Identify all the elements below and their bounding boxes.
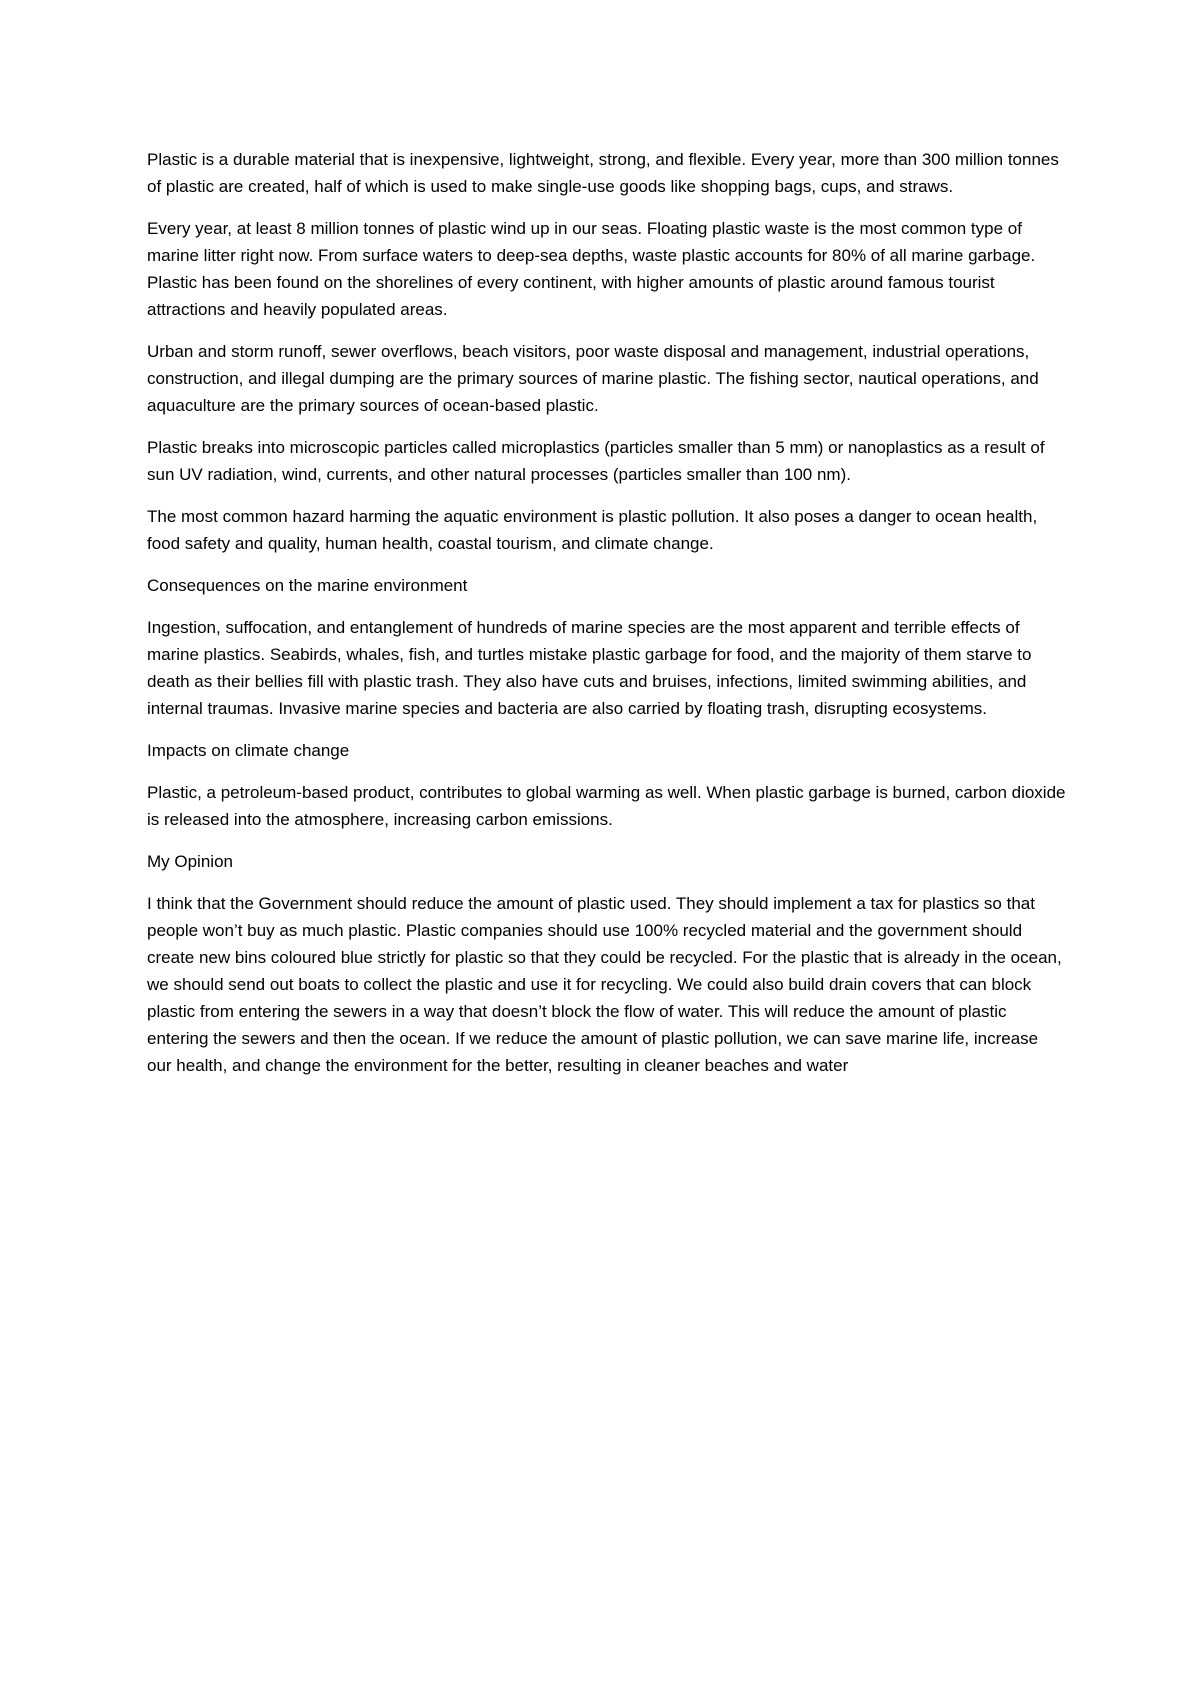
paragraph-microplastics: Plastic breaks into microscopic particles called microplastics (particles smaller than 5 mm) or nanoplastics as a result of sun UV radiation, wind, currents, and other natural processes (particles smaller than 100 nm).: [147, 438, 1045, 484]
paragraph-intro: Plastic is a durable material that is inexpensive, lightweight, strong, and flexible. Every year, more than 300 million tonnes of plastic are created, half of which is used to make single-use goods like shopping bags, cups, and straws.: [147, 150, 1059, 196]
heading-climate: Impacts on climate change: [147, 741, 350, 760]
paragraph-consequences: Ingestion, suffocation, and entanglement of hundreds of marine species are the most apparent and terrible effects of marine plastics. Seabirds, whales, fish, and turtles mistake plastic garbage for food, and the majority of them starve to death as their bellies fill with plastic trash. They also have cuts and bruises, infections, limited swimming abilities, and internal traumas. Invasive marine species and bacteria are also carried by floating trash, disrupting ecosystems.: [147, 618, 1032, 718]
document-body: [147, 146, 1067, 1094]
paragraph-climate: Plastic, a petroleum-based product, contributes to global warming as well. When plastic garbage is burned, carbon dioxide is released into the atmosphere, increasing carbon emissions.: [147, 783, 1066, 829]
paragraph-opinion: I think that the Government should reduce the amount of plastic used. They should implement a tax for plastics so that people won’t buy as much plastic. Plastic companies should use 100% recycled material and the government should create new bins coloured blue strictly for plastic so that they could be recycled. For the plastic that is already in the ocean, we should send out boats to collect the plastic and use it for recycling. We could also build drain covers that can block plastic from entering the sewers in a way that doesn’t block the flow of water. This will reduce the amount of plastic entering the sewers and then the ocean. If we reduce the amount of plastic pollution, we can save marine life, increase our health, and change the environment for the better, resulting in cleaner beaches and water: [147, 894, 1062, 1075]
paragraph-sources: Urban and storm runoff, sewer overflows, beach visitors, poor waste disposal and management, industrial operations, construction, and illegal dumping are the primary sources of marine plastic. The fishing sector, nautical operations, and aquaculture are the primary sources of ocean-based plastic.: [147, 342, 1039, 415]
paragraph-ocean-plastic: Every year, at least 8 million tonnes of plastic wind up in our seas. Floating plastic waste is the most common type of marine litter right now. From surface waters to deep-sea depths, waste plastic accounts for 80% of all marine garbage. Plastic has been found on the shorelines of every continent, with higher amounts of plastic around famous tourist attractions and heavily populated areas.: [147, 219, 1036, 319]
paragraph-hazard: The most common hazard harming the aquatic environment is plastic pollution. It also poses a danger to ocean health, food safety and quality, human health, coastal tourism, and climate change.: [147, 507, 1038, 553]
heading-consequences: Consequences on the marine environment: [147, 576, 468, 595]
heading-opinion: My Opinion: [147, 852, 233, 871]
